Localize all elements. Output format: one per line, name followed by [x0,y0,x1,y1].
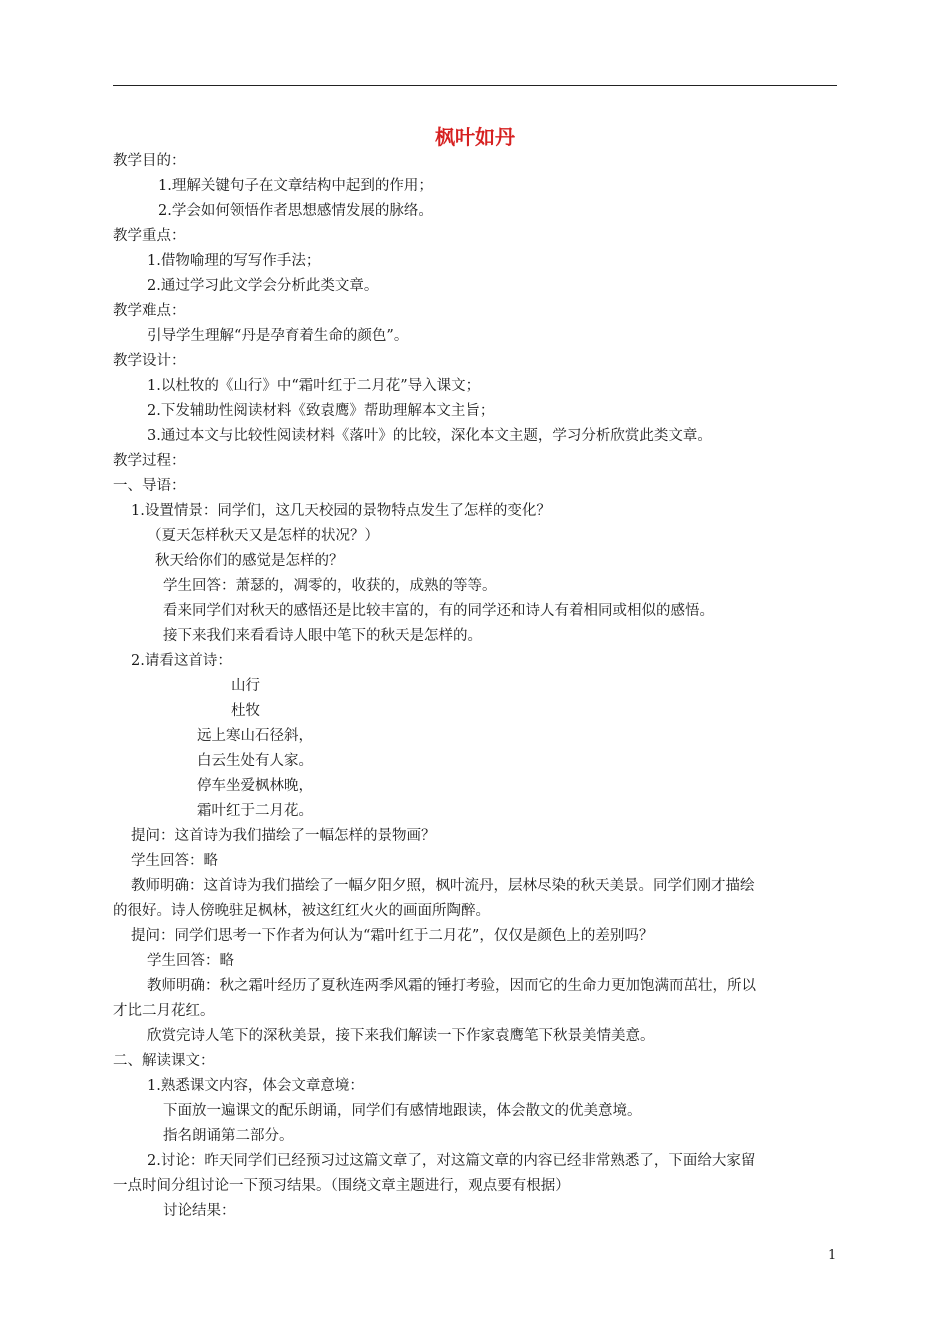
text-line: 的很好。诗人傍晚驻足枫林，被这红红火火的画面所陶醉。 [113,903,490,919]
text-line: 3.通过本文与比较性阅读材料《落叶》的比较，深化本文主题，学习分析欣赏此类文章。 [147,428,712,444]
poem-line: 远上寒山石径斜， [197,728,313,744]
text-line: 提问：这首诗为我们描绘了一幅怎样的景物画？ [131,828,436,844]
text-line: 下面放一遍课文的配乐朗诵，同学们有感情地跟读，体会散文的优美意境。 [163,1103,642,1119]
text-line: 2.下发辅助性阅读材料《致袁鹰》帮助理解本文主旨； [147,403,495,419]
text-line: 学生回答：略 [147,953,234,969]
poem-author: 杜牧 [231,703,260,719]
text-line: 讨论结果： [163,1203,236,1219]
poem-line: 霜叶红于二月花。 [197,803,313,819]
text-line: 1.熟悉课文内容，体会文章意境： [147,1078,364,1094]
text-line: （夏天怎样秋天又是怎样的状况？） [147,528,379,544]
poem-line: 停车坐爱枫林晚， [197,778,313,794]
poem-line: 白云生处有人家。 [197,753,313,769]
text-line: 看来同学们对秋天的感悟还是比较丰富的，有的同学还和诗人有着相同或相似的感悟。 [163,603,714,619]
section-heading: 教学设计： [113,353,186,369]
text-line: 2.请看这首诗： [131,653,232,669]
header-rule [113,85,837,86]
document-title: 枫叶如丹 [435,125,515,149]
text-line: 2.讨论：昨天同学们已经预习过这篇文章了，对这篇文章的内容已经非常熟悉了，下面给大家留 [147,1153,756,1169]
section-heading: 一、导语： [113,478,186,494]
text-line: 秋天给你们的感觉是怎样的？ [155,553,344,569]
text-line: 1.借物喻理的写写作手法； [147,253,321,269]
section-heading: 教学目的： [113,153,186,169]
text-line: 才比二月花红。 [113,1003,215,1019]
text-line: 1.理解关键句子在文章结构中起到的作用； [158,178,433,194]
page-number: 1 [828,1248,837,1263]
text-line: 2.学会如何领悟作者思想感情发展的脉络。 [158,203,433,219]
text-line: 教师明确：这首诗为我们描绘了一幅夕阳夕照，枫叶流丹，层林尽染的秋天美景。同学们刚才描绘 [131,878,755,894]
text-line: 学生回答：萧瑟的，凋零的，收获的，成熟的等等。 [163,578,497,594]
text-line: 1.设置情景：同学们，这几天校园的景物特点发生了怎样的变化？ [131,503,551,519]
text-line: 引导学生理解“丹是孕育着生命的颜色”。 [147,328,409,344]
text-line: 教师明确：秋之霜叶经历了夏秋连两季风霜的锤打考验，因而它的生命力更加饱满而茁壮，所以 [147,978,756,994]
text-line: 学生回答：略 [131,853,218,869]
text-line: 指名朗诵第二部分。 [163,1128,294,1144]
poem-title: 山行 [231,678,260,694]
text-line: 接下来我们来看看诗人眼中笔下的秋天是怎样的。 [163,628,482,644]
section-heading: 教学难点： [113,303,186,319]
text-line: 提问：同学们思考一下作者为何认为“霜叶红于二月花”，仅仅是颜色上的差别吗？ [131,928,654,944]
text-line: 1.以杜牧的《山行》中“霜叶红于二月花”导入课文； [147,378,481,394]
text-line: 一点时间分组讨论一下预习结果。（围绕文章主题进行，观点要有根据） [113,1178,570,1194]
text-line: 欣赏完诗人笔下的深秋美景，接下来我们解读一下作家袁鹰笔下秋景美情美意。 [147,1028,655,1044]
section-heading: 教学过程： [113,453,186,469]
section-heading: 教学重点： [113,228,186,244]
text-line: 2.通过学习此文学会分析此类文章。 [147,278,379,294]
section-heading: 二、解读课文： [113,1053,215,1069]
